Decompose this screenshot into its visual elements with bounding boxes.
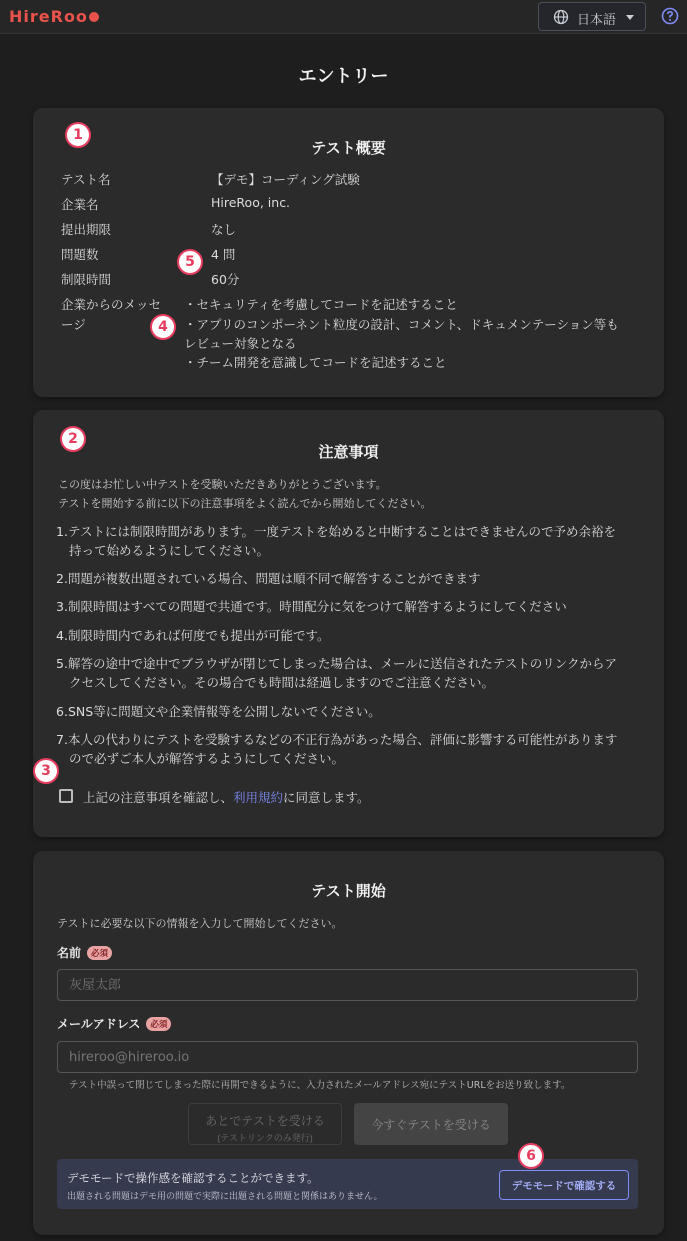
hireroo-logo[interactable]: HireRoo — [9, 7, 99, 26]
demo-mode-button[interactable]: デモモードで確認する — [499, 1170, 629, 1200]
name-label: 名前 必須 — [57, 944, 112, 961]
email-hint: テスト中誤って閉じてしまった際に再開できるように、入力されたメールアドレス宛にテストURLをお送り致します。 — [69, 1080, 571, 1091]
message-line-2: ・アプリのコンポーネント粒度の設計、コメント、ドキュメンテーション等も — [184, 317, 619, 332]
chevron-down-icon — [626, 15, 634, 20]
time-limit-label: 制限時間 — [61, 272, 112, 287]
annotation-marker-2: 2 — [60, 426, 86, 452]
message-line-1: ・セキュリティを考慮してコードを記述すること — [184, 297, 458, 312]
globe-icon — [553, 9, 569, 25]
logo-dot — [89, 12, 99, 22]
agree-checkbox[interactable] — [59, 789, 73, 803]
note-item-1: 1.テストには制限時間があります。一度テストを始めると中断することはできませんので予め余裕を 持って始めるようにしてください。 — [56, 524, 617, 558]
note-item-4: 4.制限時間内であれば何度でも提出が可能です。 — [56, 628, 330, 643]
page-title: エントリー — [298, 66, 389, 87]
overview-card — [33, 108, 664, 397]
question-count-value: 4 問 — [211, 247, 236, 262]
demo-title: デモモードで操作感を確認することができます。 — [67, 1171, 319, 1185]
test-name-value: 【デモ】コーディング試験 — [211, 172, 360, 187]
annotation-marker-1: 1 — [65, 122, 91, 148]
time-limit-value: 60分 — [211, 272, 240, 287]
start-intro: テストに必要な以下の情報を入力して開始してください。 — [57, 917, 343, 930]
note-item-7: 7.本人の代わりにテストを受験するなどの不正行為があった場合、評価に影響する可能性があります ので必ずご本人が解答するようにしてください。 — [56, 732, 618, 766]
overview-title: テスト概要 — [311, 139, 386, 157]
notes-title: 注意事項 — [318, 443, 379, 461]
note-item-2: 2.問題が複数出題されている場合、問題は順不同で解答することができます — [56, 571, 481, 586]
notes-intro-2: テストを開始する前に以下の注意事項をよく読んでから開始してください。 — [58, 497, 432, 510]
language-selector[interactable] — [538, 2, 646, 31]
help-icon[interactable] — [661, 7, 679, 25]
email-input[interactable] — [57, 1041, 638, 1073]
deadline-value: なし — [211, 222, 237, 237]
note-item-3: 3.制限時間はすべての問題で共通です。時間配分に気をつけて解答するようにしてください — [56, 599, 567, 614]
notes-card — [33, 410, 664, 837]
demo-mode-box — [57, 1159, 638, 1209]
annotation-marker-4: 4 — [150, 314, 176, 340]
annotation-marker-5: 5 — [177, 249, 203, 275]
deadline-label: 提出期限 — [61, 222, 112, 237]
terms-link[interactable]: 利用規約 — [233, 790, 284, 805]
email-label: メールアドレス 必須 — [57, 1015, 171, 1032]
required-badge: 必須 — [87, 946, 112, 960]
start-card — [33, 851, 664, 1235]
note-item-5: 5.解答の途中で途中でブラウザが閉じてしまった場合は、メールに送信されたテストのリンクからア クセスしてください。その場合でも時間は経過しますのでご注意ください。 — [56, 656, 618, 690]
message-line-3: レビュー対象となる — [184, 336, 297, 351]
note-item-6: 6.SNS等に問題文や企業情報等を公開しないでください。 — [56, 704, 381, 719]
notes-intro-1: この度はお忙しい中テストを受験いただきありがとうございます。 — [58, 478, 387, 491]
question-count-label: 問題数 — [61, 247, 99, 262]
take-now-button[interactable]: 今すぐテストを受ける — [354, 1103, 508, 1145]
name-input[interactable] — [57, 969, 638, 1001]
company-value: HireRoo, inc. — [211, 195, 291, 210]
agree-label[interactable]: 上記の注意事項を確認し、利用規約に同意します。 — [83, 790, 370, 805]
required-badge: 必須 — [146, 1017, 171, 1031]
language-label: 日本語 — [577, 12, 617, 27]
message-label: 企業からのメッセ — [61, 297, 162, 312]
message-line-4: ・チーム開発を意識してコードを記述すること — [184, 355, 447, 370]
take-later-button[interactable]: あとでテストを受ける (テストリンクのみ発行) — [188, 1103, 342, 1145]
annotation-marker-6: 6 — [518, 1143, 544, 1169]
message-label-cont: ージ — [61, 317, 86, 332]
test-name-label: テスト名 — [61, 172, 111, 187]
annotation-marker-3: 3 — [33, 758, 59, 784]
start-title: テスト開始 — [311, 882, 386, 900]
top-bar — [0, 0, 687, 34]
company-label: 企業名 — [61, 197, 99, 212]
demo-description: 出題される問題はデモ用の問題で実際に出題される問題と関係はありません。 — [67, 1192, 383, 1202]
